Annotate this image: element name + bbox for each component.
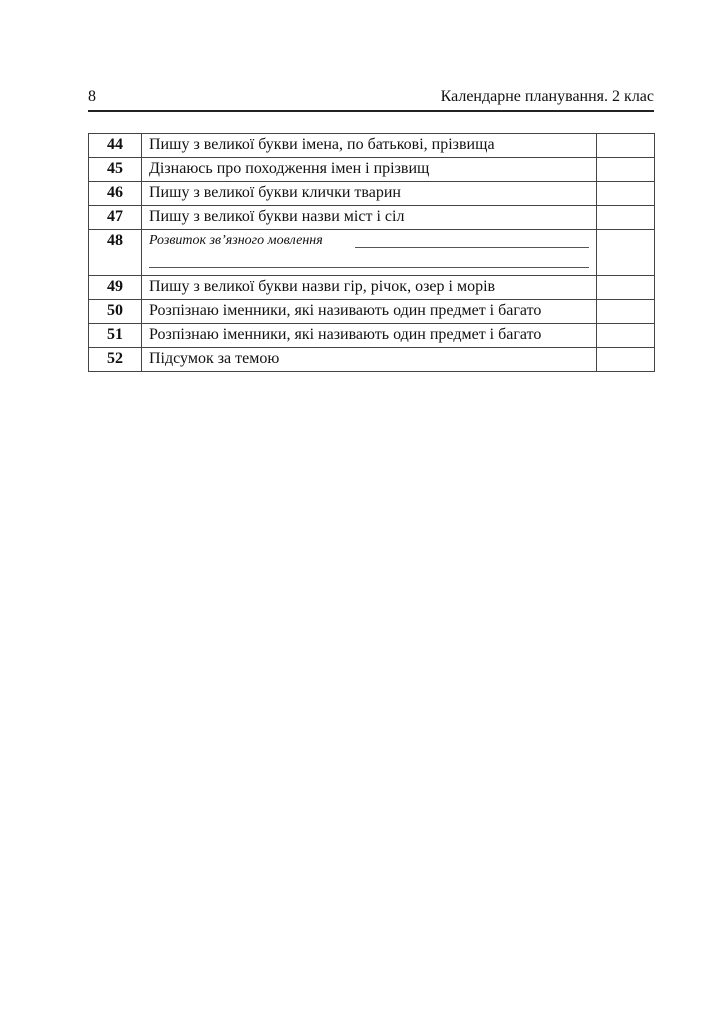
date-cell bbox=[597, 182, 655, 206]
fill-in-line bbox=[149, 267, 589, 268]
lesson-topic-speech bbox=[142, 230, 597, 276]
date-cell bbox=[597, 300, 655, 324]
lesson-plan-table bbox=[88, 133, 655, 372]
lesson-number: 45 bbox=[89, 158, 142, 182]
lesson-topic: Підсумок за темою bbox=[142, 348, 597, 372]
table-row bbox=[89, 276, 655, 300]
lesson-topic: Пишу з великої букви клички тварин bbox=[142, 182, 597, 206]
table-row bbox=[89, 324, 655, 348]
table-row bbox=[89, 300, 655, 324]
table-row bbox=[89, 206, 655, 230]
date-cell bbox=[597, 324, 655, 348]
lesson-topic: Пишу з великої букви імена, по батькові, прізвища bbox=[142, 134, 597, 158]
page-header bbox=[88, 86, 654, 112]
date-cell bbox=[597, 348, 655, 372]
date-cell bbox=[597, 134, 655, 158]
lesson-number: 52 bbox=[89, 348, 142, 372]
lesson-number: 51 bbox=[89, 324, 142, 348]
lesson-topic: Розпізнаю іменники, які називають один предмет і багато bbox=[142, 300, 597, 324]
lesson-number: 47 bbox=[89, 206, 142, 230]
lesson-number: 44 bbox=[89, 134, 142, 158]
fill-in-line bbox=[355, 247, 589, 248]
date-cell bbox=[597, 230, 655, 276]
date-cell bbox=[597, 206, 655, 230]
page-number: 8 bbox=[88, 88, 96, 105]
lesson-topic: Пишу з великої букви назви міст і сіл bbox=[142, 206, 597, 230]
lesson-topic: Дізнаюсь про походження імен і прізвищ bbox=[142, 158, 597, 182]
lesson-number: 50 bbox=[89, 300, 142, 324]
table-row bbox=[89, 348, 655, 372]
lesson-number: 48 bbox=[89, 230, 142, 276]
table-row bbox=[89, 158, 655, 182]
lesson-topic: Пишу з великої букви назви гір, річок, озер і морів bbox=[142, 276, 597, 300]
table-row bbox=[89, 182, 655, 206]
lesson-number: 46 bbox=[89, 182, 142, 206]
lesson-topic: Розпізнаю іменники, які називають один предмет і багато bbox=[142, 324, 597, 348]
lesson-number: 49 bbox=[89, 276, 142, 300]
speech-development-entry bbox=[149, 230, 596, 275]
date-cell bbox=[597, 276, 655, 300]
date-cell bbox=[597, 158, 655, 182]
running-title: Календарне планування. 2 клас bbox=[440, 88, 654, 105]
speech-development-label: Розвиток зв’язного мовлення bbox=[149, 232, 326, 250]
table-row bbox=[89, 134, 655, 158]
table-row bbox=[89, 230, 655, 276]
